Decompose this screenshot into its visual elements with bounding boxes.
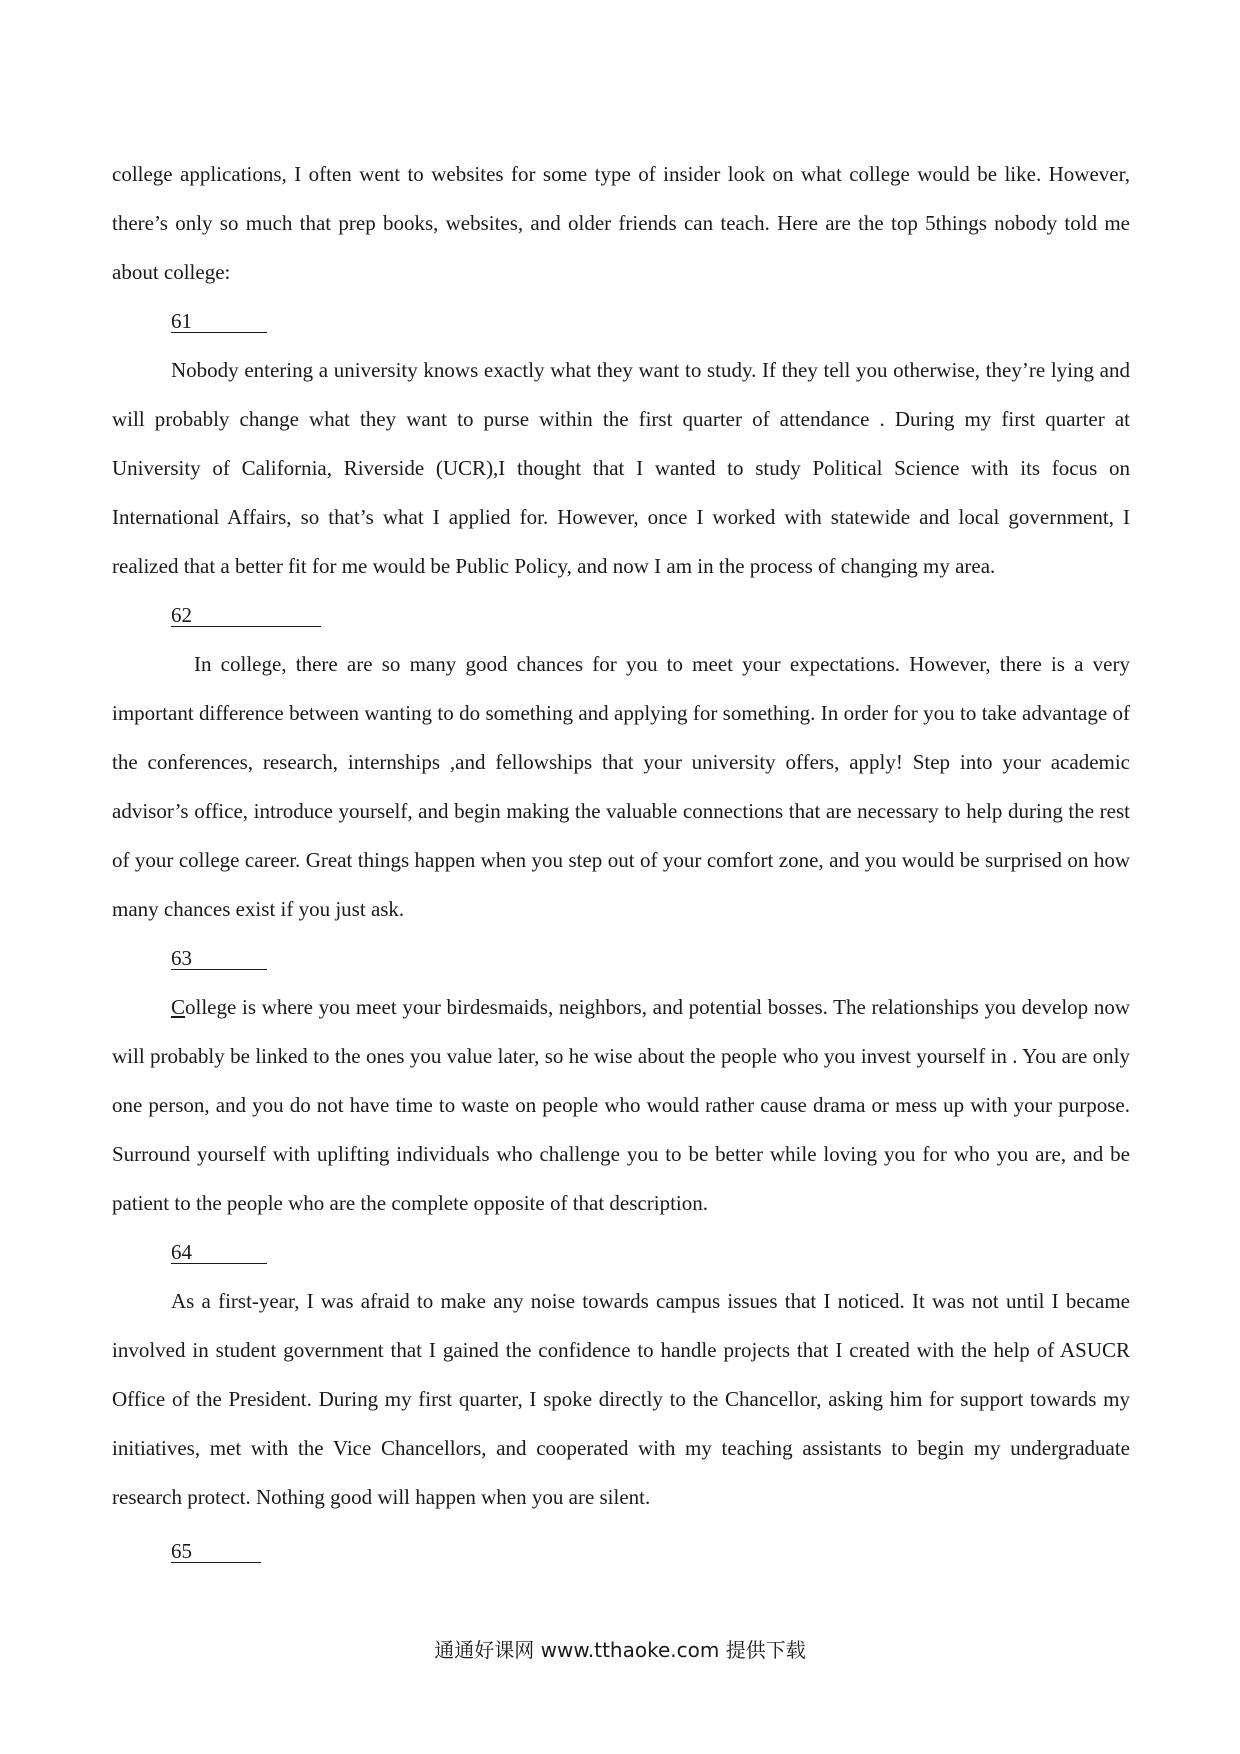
intro-paragraph: college applications, I often went to websites for some type of insider look on what college would be like. However, there’s only so much that prep books, websites, and older friends can teach. Here are the top 5things nobody told me about college: xyxy=(112,162,1130,284)
answer-blank: 62 xyxy=(171,604,321,627)
article-body xyxy=(112,150,1130,1576)
underlined-first-letter: C xyxy=(171,995,186,1019)
question-number-64 xyxy=(112,1228,1130,1277)
section-61-paragraph: Nobody entering a university knows exactly what they want to study. If they tell you otherwise, they’re lying and will probably change what they want to purse within the first quarter of attendance . During my first quarter at University of California, Riverside (UCR),I thought that I wanted to study Political Science with its focus on International Affairs, so that’s what I applied for. However, once I worked with statewide and local government, I realized that a better fit for me would be Public Policy, and now I am in the process of changing my area. xyxy=(112,358,1130,578)
section-63-paragraph xyxy=(112,983,1130,1228)
section-63-text: ollege is where you meet your birdesmaids, neighbors, and potential bosses. The relationships you develop now will probably be linked to the ones you value later, so he wise about the people who you invest yourself in . You are only one person, and you do not have time to waste on people who would rather cause drama or mess up with your purpose. Surround yourself with uplifting individuals who challenge you to be better while loving you for who you are, and be patient to the people who are the complete opposite of that description. xyxy=(112,995,1130,1215)
section-62-paragraph: In college, there are so many good chances for you to meet your expectations. However, there is a very important difference between wanting to do something and applying for something. In order for you to take advantage of the conferences, research, internships ,and fellowships that your university offers, apply! Step into your academic advisor’s office, introduce yourself, and begin making the valuable connections that are necessary to help during the rest of your college career. Great things happen when you step out of your comfort zone, and you would be surprised on how many chances exist if you just ask. xyxy=(112,652,1130,921)
question-number-65 xyxy=(112,1527,1130,1576)
question-number-63 xyxy=(112,934,1130,983)
page-footer: 通通好课网 www.tthaoke.com 提供下载 xyxy=(434,1638,806,1662)
answer-blank: 63 xyxy=(171,947,267,970)
answer-blank: 65 xyxy=(171,1540,261,1563)
answer-blank: 64 xyxy=(171,1241,267,1264)
question-number-62 xyxy=(112,591,1130,640)
answer-blank: 61 xyxy=(171,310,267,333)
question-number-61 xyxy=(112,297,1130,346)
section-64-paragraph: As a first-year, I was afraid to make any noise towards campus issues that I noticed. It was not until I became involved in student government that I gained the confidence to handle projects that I created with the help of ASUCR Office of the President. During my first quarter, I spoke directly to the Chancellor, asking him for support towards my initiatives, met with the Vice Chancellors, and cooperated with my teaching assistants to begin my undergraduate research protect. Nothing good will happen when you are silent. xyxy=(112,1289,1130,1509)
